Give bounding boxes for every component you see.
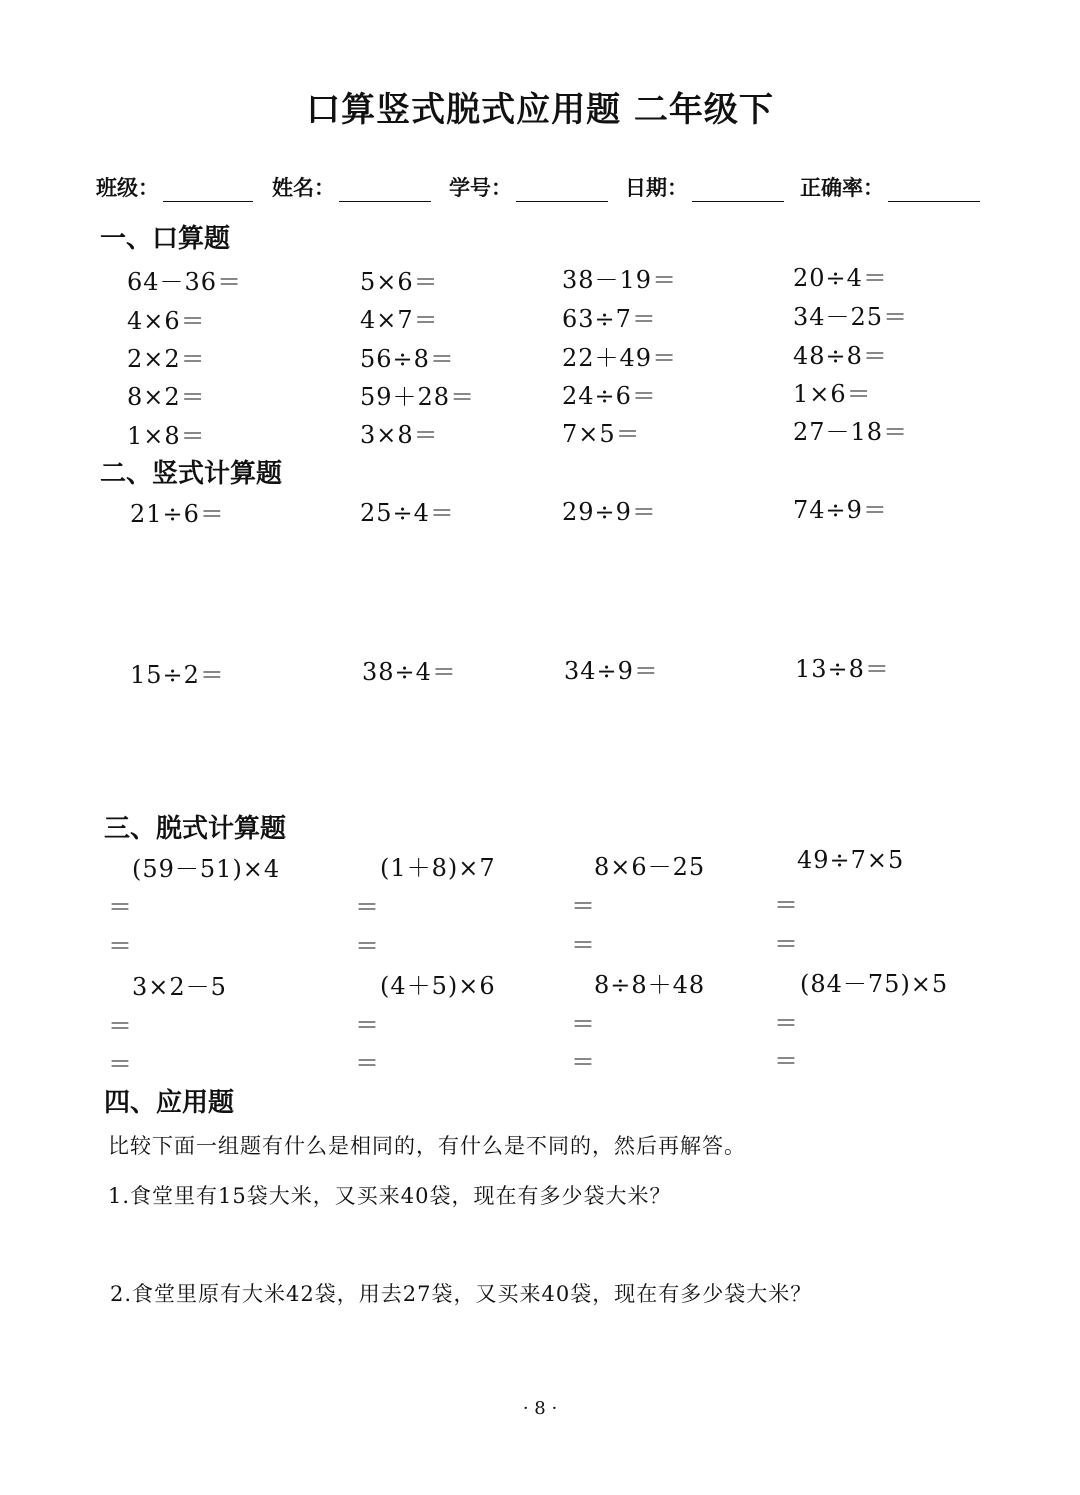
word-problem: 1.食堂里有15袋大米，又买来40袋，现在有多少袋大米？ — [108, 1184, 672, 1208]
equals-sign: ＝ — [355, 1049, 380, 1077]
mental-problem: 38－19＝ — [562, 266, 678, 294]
name-blank[interactable] — [339, 179, 431, 202]
student-id-field[interactable] — [449, 172, 608, 202]
equals-sign: ＝ — [774, 1009, 799, 1037]
equals-sign: ＝ — [108, 932, 133, 960]
equals-sign: ＝ — [571, 1010, 596, 1038]
mental-problem: 48÷8＝ — [793, 342, 888, 370]
equals-sign: ＝ — [774, 930, 799, 958]
mental-problem: 2×2＝ — [127, 345, 206, 373]
name-label: 姓名： — [272, 176, 335, 200]
date-label: 日期： — [625, 176, 688, 200]
mental-problem: 3×8＝ — [360, 421, 439, 449]
vertical-problem: 13÷8＝ — [795, 655, 890, 683]
stepwise-problem: (4＋5)×6 — [380, 972, 496, 1000]
student-id-blank[interactable] — [516, 179, 608, 202]
equals-sign: ＝ — [571, 892, 596, 920]
date-field[interactable] — [625, 172, 784, 202]
equals-sign: ＝ — [355, 932, 380, 960]
section2-heading: 二、竖式计算题 — [100, 459, 283, 489]
mental-problem: 64－36＝ — [127, 268, 243, 296]
mental-problem: 63÷7＝ — [562, 305, 657, 333]
stepwise-problem: 8÷8＋48 — [594, 971, 706, 999]
stepwise-problem: (84－75)×5 — [800, 970, 949, 998]
vertical-problem: 21÷6＝ — [130, 500, 225, 528]
accuracy-field[interactable] — [800, 172, 980, 202]
vertical-problem: 74÷9＝ — [793, 496, 888, 524]
mental-problem: 27－18＝ — [793, 418, 909, 446]
word-problem: 2.食堂里原有大米42袋，用去27袋，又买来40袋，现在有多少袋大米？ — [110, 1282, 813, 1306]
equals-sign: ＝ — [108, 1050, 133, 1078]
mental-problem: 8×2＝ — [127, 383, 206, 411]
mental-problem: 20÷4＝ — [793, 264, 888, 292]
mental-problem: 7×5＝ — [562, 420, 641, 448]
mental-problem: 59＋28＝ — [360, 383, 476, 411]
vertical-problem: 25÷4＝ — [360, 499, 455, 527]
mental-problem: 22＋49＝ — [562, 344, 678, 372]
stepwise-problem: (59－51)×4 — [132, 855, 281, 883]
date-blank[interactable] — [692, 179, 784, 202]
name-field[interactable] — [272, 172, 431, 202]
vertical-problem: 15÷2＝ — [130, 661, 225, 689]
mental-problem: 5×6＝ — [360, 268, 439, 296]
equals-sign: ＝ — [571, 1048, 596, 1076]
equals-sign: ＝ — [774, 1047, 799, 1075]
student-id-label: 学号： — [449, 176, 512, 200]
equals-sign: ＝ — [108, 893, 133, 921]
stepwise-problem: 49÷7×5 — [797, 846, 905, 874]
equals-sign: ＝ — [571, 931, 596, 959]
section3-heading: 三、脱式计算题 — [104, 814, 287, 844]
mental-problem: 24÷6＝ — [562, 382, 657, 410]
page-number: · 8 · — [522, 1398, 558, 1419]
mental-problem: 1×8＝ — [127, 422, 206, 450]
stepwise-problem: (1＋8)×7 — [380, 854, 496, 882]
mental-problem: 1×6＝ — [793, 380, 872, 408]
mental-problem: 4×7＝ — [360, 306, 439, 334]
stepwise-problem: 3×2－5 — [132, 973, 227, 1001]
class-label: 班级： — [96, 176, 159, 200]
mental-problem: 4×6＝ — [127, 307, 206, 335]
mental-problem: 34－25＝ — [793, 303, 909, 331]
equals-sign: ＝ — [108, 1012, 133, 1040]
class-blank[interactable] — [163, 179, 253, 202]
accuracy-blank[interactable] — [888, 179, 980, 202]
accuracy-label: 正确率： — [800, 176, 884, 200]
vertical-problem: 34÷9＝ — [564, 657, 659, 685]
vertical-problem: 38÷4＝ — [362, 658, 457, 686]
page-title: 口算竖式脱式应用题 二年级下 — [306, 90, 774, 130]
equals-sign: ＝ — [774, 891, 799, 919]
mental-problem: 56÷8＝ — [360, 345, 455, 373]
section4-heading: 四、应用题 — [104, 1088, 235, 1118]
equals-sign: ＝ — [355, 1011, 380, 1039]
stepwise-problem: 8×6－25 — [594, 853, 706, 881]
vertical-problem: 29÷9＝ — [562, 498, 657, 526]
word-problem-intro: 比较下面一组题有什么是相同的，有什么是不同的，然后再解答。 — [108, 1134, 746, 1158]
section1-heading: 一、口算题 — [100, 224, 231, 254]
equals-sign: ＝ — [355, 893, 380, 921]
class-field[interactable] — [96, 172, 253, 202]
